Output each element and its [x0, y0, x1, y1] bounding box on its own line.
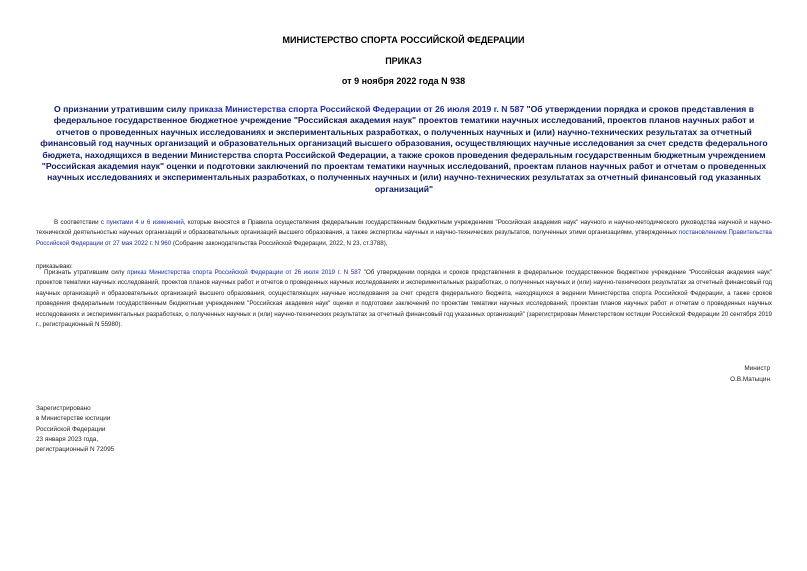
- decree-text-a: Признать утратившим силу: [44, 269, 128, 276]
- registration-line: Зарегистрировано: [36, 405, 91, 412]
- document-date-number: от 9 ноября 2022 года N 938: [341, 76, 466, 86]
- registration-block: [36, 404, 114, 455]
- registration-line: регистрационный N 72095: [36, 446, 115, 454]
- decree-label: приказываю:: [36, 263, 73, 270]
- signature-name: О.В.Матыцин: [730, 376, 770, 383]
- registration-line: 23 января 2023 года,: [36, 435, 99, 443]
- registration-line: Российской Федерации: [36, 425, 106, 433]
- preamble-text-b: , которые вносятся в Правила осуществления федеральным государственным бюджетным учреждением "Российская академия наук" научного и научно-методического руководства научной и научно-технической деятельностью научных организаций и образовательных организаций высшего образования, а также экспертизы научных и научно-технических результатов, полученных этими организациями, утвержденных: [36, 219, 772, 237]
- decree-text-b: "Об утверждении порядка и сроков представления в федеральное государственное бюджетное учреждение "Российская академия наук" проектов тематики научных исследований, проектов планов научных работ и отчетов о проведенных научных исследованиях и экспериментальных разработках, о полученных научных и (или) научно-технических результатах за отчетный финансовый год научных организаций и образовательных организаций высшего образования, осуществляющих научные исследования за счет средств федерального бюджета, находящихся в ведении Министерства спорта Российской Федерации, а также сроков проведения федеральным государственным бюджетным учреждением "Российская академия наук" оценки и подготовки заключений по проектам тематики научных исследований, проектам планов научных работ и отчетам о проведенных научных исследованиях и экспериментальных разработках, о полученных научных и (или) научно-технических результатах за отчетный финансовый год указанных организаций" (зарегистрирован Министерством юстиции Российской Федерации 20 сентября 2019 г., регистрационный N 55980).: [36, 269, 772, 329]
- ministry-heading: МИНИСТЕРСТВО СПОРТА РОССИЙСКОЙ ФЕДЕРАЦИИ: [282, 35, 525, 45]
- title-prefix: О признании утратившим силу: [54, 104, 189, 114]
- preamble-paragraph: [36, 218, 772, 249]
- signature-role: Министр: [744, 365, 770, 372]
- preamble-link-resolution[interactable]: постановлением Правительства Российской Федерации от 27 мая 2022 г. N 960: [36, 229, 772, 247]
- registration-line: в Министерстве юстиции: [36, 415, 111, 423]
- document-title: [36, 104, 772, 195]
- document-type-heading: ПРИКАЗ: [385, 56, 422, 66]
- preamble-text-c: (Собрание законодательства Российской Федерации, 2022, N 23, ст.3788),: [171, 239, 388, 247]
- preamble-text-a: В соответствии с: [54, 219, 107, 226]
- title-rest: "Об утверждении порядка и сроков представления в федеральное государственное бюджетное учреждение "Российская академия наук" проектов тематики научных исследований, проектов планов научных работ и отчетов о проведенных научных исследованиях и экспериментальных разработках, о полученных научных и (или) научно-технических результатах за отчетный финансовый год научных организаций и образовательных организаций высшего образования, осуществляющих научные исследования за счет средств федерального бюджета, находящихся в ведении Министерства спорта Российской Федерации, а также сроков проведения федеральным государственным бюджетным учреждением "Российская академия наук" оценки и подготовки заключений по проектам тематики научных исследований, проектам планов научных работ и отчетам о проведенных научных исследованиях и экспериментальных разработках, о полученных научных и (или) научно-технических результатах за отчетный финансовый год указанных организаций": [40, 104, 768, 194]
- preamble-link-points[interactable]: пунктами 4 и 6 изменений: [106, 219, 184, 226]
- decree-paragraph: [36, 268, 772, 330]
- decree-link-order[interactable]: приказ Министерства спорта Российской Федерации от 26 июля 2019 г. N 587: [127, 269, 362, 276]
- title-referenced-order-link[interactable]: приказа Министерства спорта Российской Федерации от 26 июля 2019 г. N 587: [188, 104, 525, 114]
